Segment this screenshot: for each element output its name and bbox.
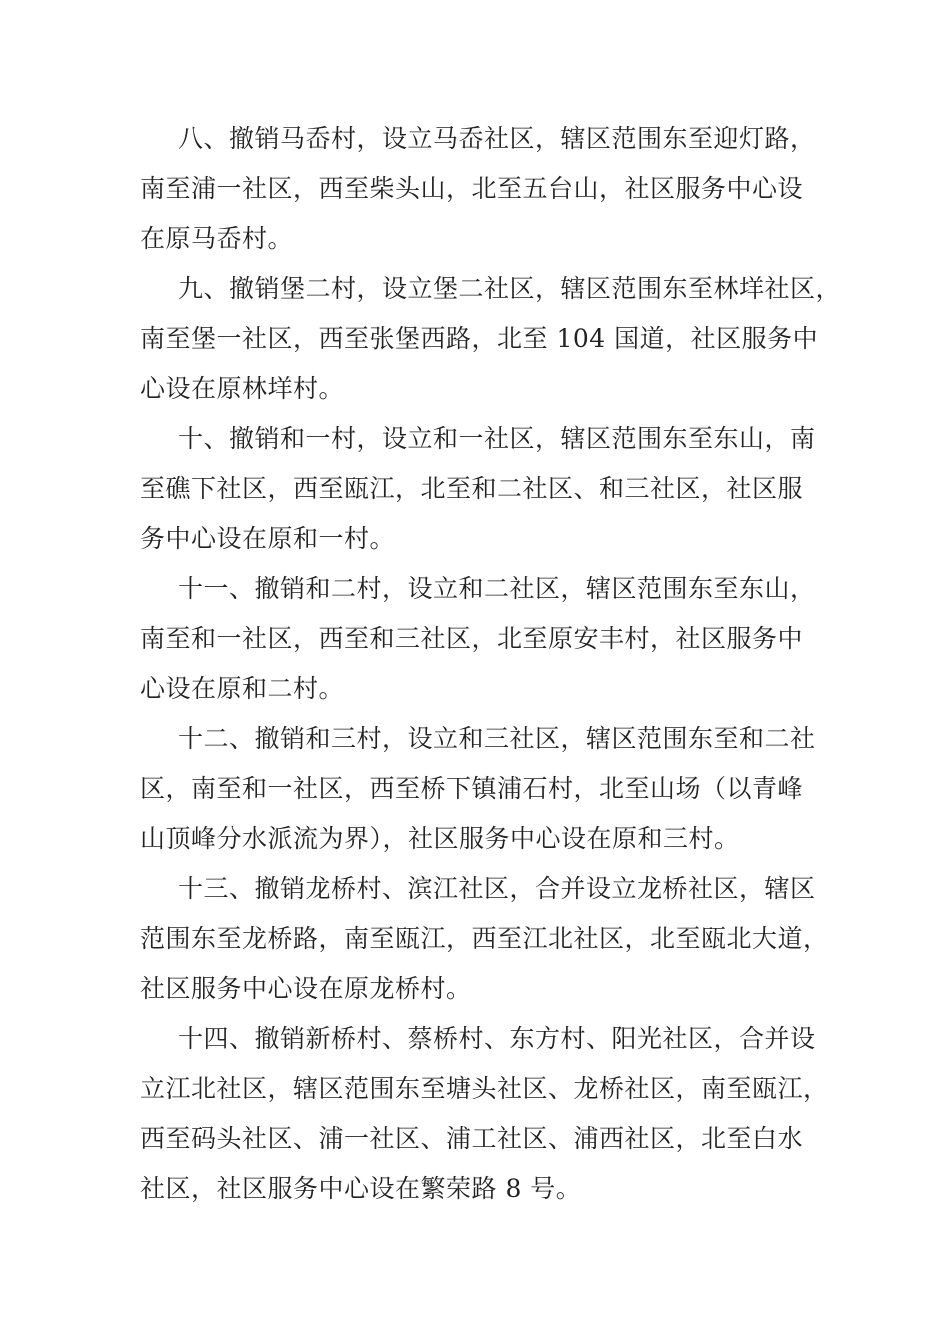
paragraph-line: 山顶峰分水派流为界），社区服务中心设在原和三村。 [140,824,740,853]
paragraph-line: 社区服务中心设在原龙桥村。 [140,974,472,1003]
paragraph-line: 八、撤销马岙村，设立马岙社区，辖区范围东至迎灯路， [178,124,816,153]
paragraph-10 [140,414,830,564]
paragraph-line: 社区，社区服务中心设在繁荣路 8 号。 [140,1174,582,1203]
paragraph-14 [140,1014,830,1214]
paragraph-line: 十、撤销和一村，设立和一社区，辖区范围东至东山，南 [178,424,816,453]
paragraph-12 [140,714,830,864]
paragraph-line: 南至和一社区，西至和三社区，北至原安丰村，社区服务中 [140,624,804,653]
paragraph-8 [140,114,830,264]
paragraph-line: 范围东至龙桥路，南至瓯江，西至江北社区，北至瓯北大道， [140,924,829,953]
paragraph-line: 南至堡一社区，西至张堡西路，北至 104 国道，社区服务中 [140,324,819,353]
paragraph-line: 在原马岙村。 [140,224,294,253]
paragraph-line: 心设在原和二村。 [140,674,345,703]
paragraph-line: 立江北社区，辖区范围东至塘头社区、龙桥社区，南至瓯江， [140,1074,829,1103]
paragraph-9 [140,264,842,414]
paragraph-line: 至礁下社区，西至瓯江，北至和二社区、和三社区，社区服 [140,474,804,503]
paragraph-13 [140,864,830,1014]
paragraph-line: 十一、撤销和二村，设立和二社区，辖区范围东至东山， [178,574,816,603]
paragraph-line: 南至浦一社区，西至柴头山，北至五台山，社区服务中心设 [140,174,804,203]
paragraph-line: 区，南至和一社区，西至桥下镇浦石村，北至山场（以青峰 [140,774,804,803]
paragraph-line: 务中心设在原和一村。 [140,524,396,553]
paragraph-line: 西至码头社区、浦一社区、浦工社区、浦西社区，北至白水 [140,1124,804,1153]
paragraph-line: 九、撤销堡二村，设立堡二社区，辖区范围东至林垟社区， [178,274,842,303]
paragraph-line: 十四、撤销新桥村、蔡桥村、东方村、阳光社区，合并设 [178,1024,816,1053]
paragraph-11 [140,564,830,714]
paragraph-line: 心设在原林垟村。 [140,374,345,403]
document-body [140,114,842,1214]
paragraph-line: 十三、撤销龙桥村、滨江社区，合并设立龙桥社区，辖区 [178,874,816,903]
paragraph-line: 十二、撤销和三村，设立和三社区，辖区范围东至和二社 [178,724,816,753]
